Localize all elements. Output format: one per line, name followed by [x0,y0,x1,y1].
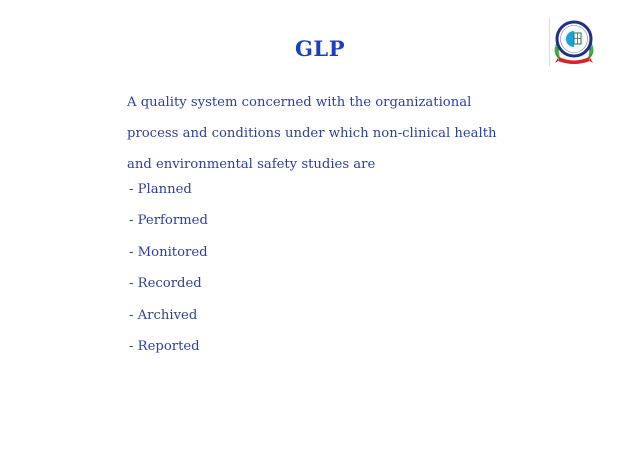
institution-emblem-icon [549,17,599,67]
list-item: - Reported [129,338,200,354]
list-item: - Planned [129,182,192,197]
list-item: - Monitored [129,244,208,260]
definition-line: and environmental safety studies are [127,157,376,172]
list-item: - Archived [129,307,198,323]
definition-paragraph [127,93,547,186]
slide-title: GLP [295,36,345,61]
study-stages-list [129,180,208,368]
list-item: - Performed [129,213,208,229]
definition-line: process and conditions under which non-clinical health [127,126,497,141]
definition-line: A quality system concerned with the organizational [127,95,472,110]
list-item: - Recorded [129,276,202,292]
